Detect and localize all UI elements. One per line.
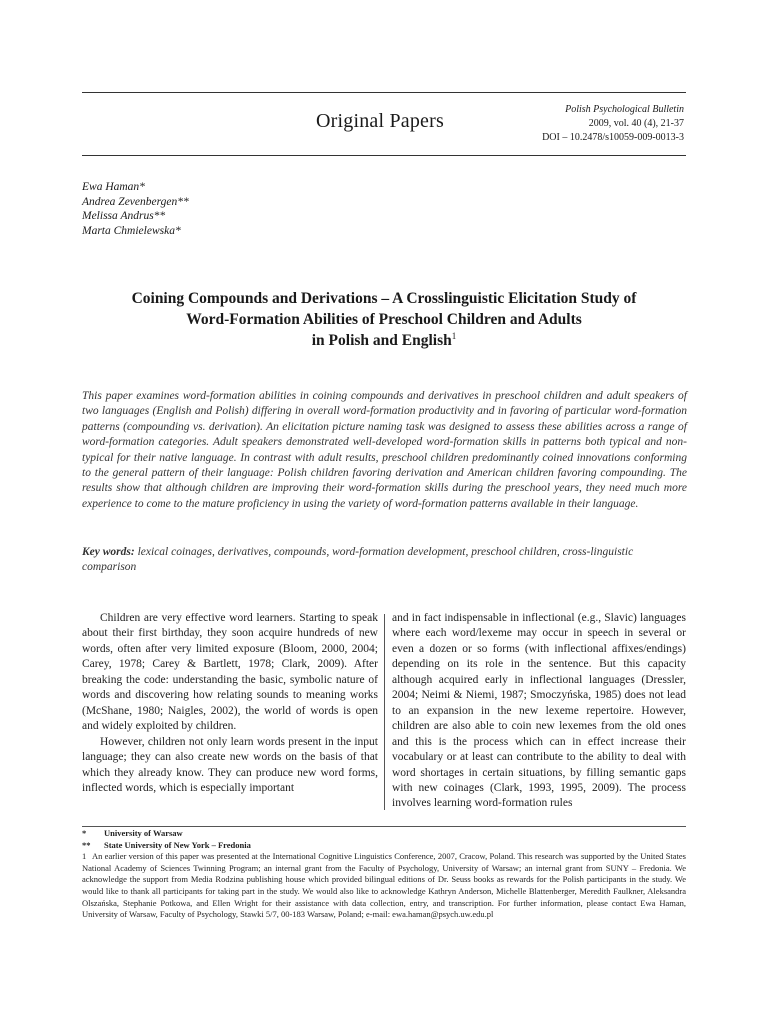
journal-header	[82, 92, 686, 156]
body-column-right	[392, 611, 686, 812]
footnote-text: An earlier version of this paper was presented at the International Cognitive Linguistics Conference, 2007, Cracow, Poland. This research was supported by the United States National Academy of Sciences Twinning Program; an internal grant from the Faculty of Psychology, University of Warsaw; an internal grant from SUNY – Fredonia. We acknowledge the support from Media Rodzina publishing house which provided bilingual editions of Dr. Seuss books as rewards for the Polish participants in the study. We would like to thank all participants for taking part in the study. We would also like to acknowledge Kathryn Anderson, Michelle Blattenberger, Meredith Faulkner, Aleksandra Olszańska, Stephanie Potkowa, and Ellen Wright for their assistance with data collection, entry, and transcription. For further information, please contact Ewa Haman, University of Warsaw, Faculty of Psychology, Stawki 5/7, 00-183 Warsaw, Poland; e-mail: ewa.haman@psych.uw.edu.pl	[82, 851, 686, 920]
author: Marta Chmielewska*	[82, 224, 181, 237]
journal-name: Polish Psychological Bulletin	[565, 104, 684, 115]
author: Ewa Haman*	[82, 181, 145, 193]
footnote-divider	[82, 826, 686, 827]
title-footnote-mark: 1	[451, 330, 457, 341]
body-column-left	[82, 611, 378, 796]
section-title: Original Papers	[316, 110, 444, 132]
author: Andrea Zevenbergen**	[82, 195, 189, 208]
affiliation	[82, 828, 686, 840]
affiliation-name: University of Warsaw	[104, 828, 183, 838]
affiliation-name: State University of New York – Fredonia	[104, 839, 251, 850]
paper-title	[82, 288, 686, 351]
journal-volume: 2009, vol. 40 (4), 21-37	[588, 118, 684, 129]
abstract: This paper examines word-formation abilities in coining compounds and derivatives in preschool children and adult speakers of two languages (English and Polish) differing in overall word-formation productivity and in favoring of particular word-formation patterns (compounding vs. derivation). An elicitation picture naming task was designed to assess these abilities across a range of word-formation categories. Adult speakers demonstrated well-developed word-formation skills in patterns both typical and non-typical for their native language. In contrast with adult results, preschool children predominantly coined innovations conforming to the general pattern of their language: Polish children favoring derivation and American children favoring compounding. The results show that although children are improving their word-formation skills during the preschool years, they need much more experience to come to the mature proficiency in using the variety of word-formation patterns available in their language.	[82, 390, 687, 510]
affiliation-mark: *	[82, 828, 87, 838]
keywords-text: lexical coinages, derivatives, compounds, word-formation development, preschool children, cross-linguistic comparison	[82, 546, 634, 574]
affiliation	[82, 840, 686, 852]
title-line-3	[82, 330, 686, 351]
affiliation-mark: **	[82, 839, 91, 850]
keywords-label: Key words:	[82, 546, 135, 558]
title-line-3-text: in Polish and English	[311, 332, 452, 349]
journal-info	[542, 103, 684, 145]
footnote-mark: 1	[82, 851, 87, 862]
author-list	[82, 180, 189, 238]
body-paragraph: and in fact indispensable in inflectional (e.g., Slavic) languages where each word/lexeme may occur in speech in several or even a dozen or so forms (with inflectional affixes/endings) depending on its role in the sentence. But this capacity although acquired early in inflectional languages (Dressler, 2004; Neimi & Niemi, 1987; Smoczyńska, 1985) does not lead to an expansion in the new lexeme repertoire. However, children are also able to coin new lexemes from the old ones and this is the process which can in effect increase their vocabulary or at least can contribute to the ability to deal with word shortages in certain situations, by filling semantic gaps with new coinages (Clark, 1993, 1995, 2009). The process involves learning word-formation rules	[392, 612, 686, 810]
title-line-1: Coining Compounds and Derivations – A Crosslinguistic Elicitation Study of	[131, 290, 637, 307]
column-divider	[384, 614, 385, 810]
keywords	[82, 545, 687, 576]
footnote	[82, 851, 686, 921]
body-paragraph: Children are very effective word learners. Starting to speak about their first birthday, they soon acquire hundreds of new words, often after very limited exposure (Bloom, 2000, 2004; Carey, 1978; Carey & Bartlett, 1978; Clark, 2009). After breaking the code: understanding the basic, symbolic nature of words and discovering how relating sounds to meaning works (McShane, 1980; Naigles, 2002), the world of words is open and widely exploited by children.	[82, 612, 378, 733]
body-paragraph: However, children not only learn words present in the input language; they can also create new words on the basis of that which they already know. They can produce new word forms, inflected words, which is especially important	[82, 735, 378, 794]
journal-doi: DOI – 10.2478/s10059-009-0013-3	[542, 132, 684, 143]
title-line-2: Word-Formation Abilities of Preschool Children and Adults	[186, 311, 582, 328]
author: Melissa Andrus**	[82, 210, 166, 222]
footnotes	[82, 828, 686, 921]
